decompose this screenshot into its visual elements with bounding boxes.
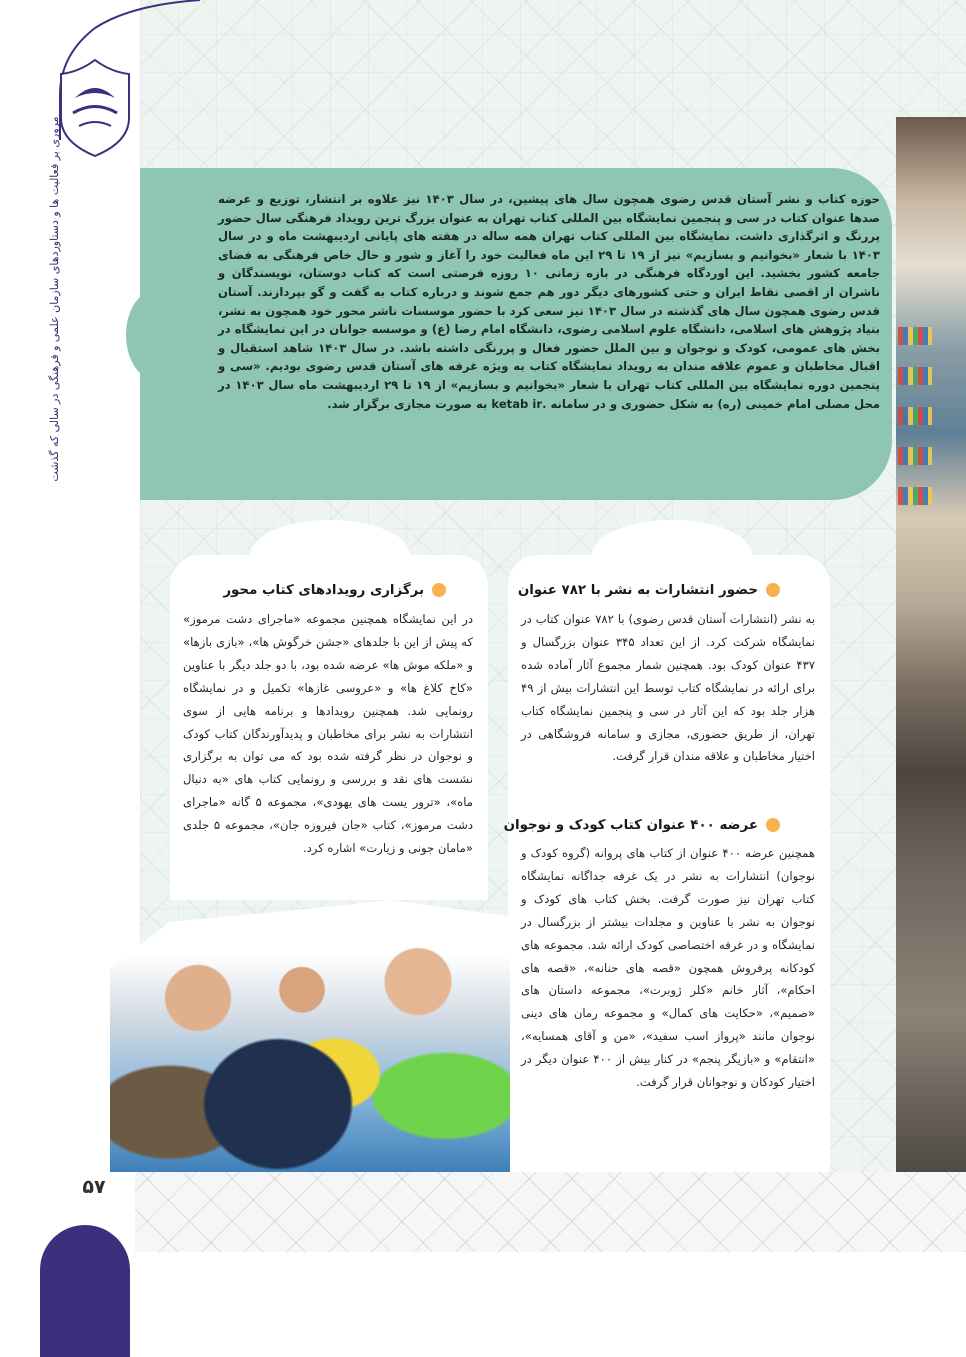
book-fair-photo-right: [896, 117, 966, 1172]
intro-paragraph: حوزه کتاب و نشر آستان قدس رضوی همچون سال های پیشین، در سال ۱۴۰۳ نیز علاوه بر انتشار، توزیع و عرضه صدها عنوان کتاب در سی و پنجمین نمایشگاه بین المللی کتاب تهران به عنوان بزرگ ترین رویداد فرهنگی سال حضور پررنگ و اثرگذاری داشت. نمایشگاه بین المللی کتاب تهران همه ساله در هفته های پایانی اردیبهشت ماه و در سال ۱۴۰۳ با شعار «بخوانیم و بسازیم» نیز از ۱۹ تا ۲۹ این ماه فعالیت خود را آغاز و شور و حال خاص فرهنگی به فضای جامعه کشور بخشید. این اوردگاه فرهنگی در بازه زمانی ۱۰ روزه فرصتی است که کتاب دوستان، نویسندگان و ناشران از اقصی نقاط ایران و حتی کشورهای دیگر دور هم جمع شوند و درباره کتاب به گفت و گو بپردازند. آستان قدس رضوی همچون سال های گذشته در سال ۱۴۰۳ نیز سعی کرد با حضور موسسات ناشر محور خود همچون به نشر، بنیاد پژوهش های اسلامی، دانشگاه علوم اسلامی رضوی، دانشگاه امام رضا (ع) و موسسه جوانان در این نمایشگاه در بخش های عمومی، کودک و نوجوان و بین الملل حضور فعال و پررنگی داشته باشد. در سال ۱۴۰۳ شاهد استقبال و اقبال مخاطبان و عموم علاقه مندان به رویداد نمایشگاه کتاب به ویژه غرفه های آستان قدس رضوی بودیم. «سی و پنجمین دوره نمایشگاه بین المللی کتاب تهران با شعار «بخوانیم و بسازیم» از ۱۹ تا ۲۹ اردیبهشت ماه سال ۱۴۰۳ در محل مصلی امام خمینی (ره) به شکل حضوری و در سامانه .ketab ir به صورت مجازی برگزار شد.: [218, 192, 881, 411]
purple-bottom-ornament: [40, 1225, 130, 1357]
events-heading: [223, 583, 446, 598]
publications-heading: [518, 583, 780, 598]
publications-title: حضور انتشارات به نشر با ۷۸۲ عنوان: [517, 583, 758, 598]
children-title: عرضه ۴۰۰ عنوان کتاب کودک و نوجوان: [503, 818, 758, 833]
bookshelf-shape: [898, 367, 932, 385]
heading-bullet-icon: [766, 583, 780, 597]
heading-bullet-icon: [766, 818, 780, 832]
bookshelf-shape: [898, 487, 932, 505]
publications-body: به نشر (انتشارات آستان قدس رضوی) با ۷۸۲ عنوان کتاب در نمایشگاه شرکت کرد. از این تعداد ۳۴۵ عنوان بزرگسال و ۴۳۷ عنوان کودک بود. همچنین شمار مجموع آثار آماده شده برای ارائه در نمایشگاه کتاب توسط این انتشارات بیش از ۴۹ هزار جلد بود که این آثار در سی و پنجمین نمایشگاه کتاب تهران، از طریق حضوری، مجازی و سامانه فروشگاهی در اختیار مخاطبان و علاقه مندان قرار گرفت.: [521, 612, 815, 764]
bottom-pattern: [135, 1172, 966, 1252]
children-body: همچنین عرضه ۴۰۰ عنوان از کتاب های پروانه (گروه کودک و نوجوان) انتشارات به نشر در یک غرفه جداگانه نمایشگاه کتاب تهران نیز صورت گرفت. بخش کتاب های کودک و نوجوان به نشر با عناوین و مجلدات بیشتر از بزرگسال در نمایشگاه و در غرفه اختصاصی کودک ارائه شد. مجموعه های کودکانه پرفروش همچون «قصه های حنانه»، «قصه های احکام»، آثار خانم «کلر ژوبرت»، مجموعه داستان های «صمیم»، «حکایت های کمال» و مجموعه رمان های دینی نوجوان مانند «پرواز اسب سفید»، «من و آقای همسایه»، «انتقام» و «بازیگر پنجم» در کنار بیش از ۴۰۰ عنوان دیگر در اختیار کودکان و نوجوانان قرار گرفت.: [521, 846, 815, 1090]
children-photo: [110, 900, 510, 1172]
vertical-caption: مروری بر فعالیت ها و دستاوردهای سازمان علمی و فرهنگی در سالی که گذشت: [48, 116, 61, 482]
bookshelf-shape: [898, 327, 932, 345]
bookshelf-shape: [898, 407, 932, 425]
institution-emblem: [55, 58, 135, 158]
heading-bullet-icon: [432, 583, 446, 597]
events-body: در این نمایشگاه همچنین مجموعه «ماجرای دشت مرموز» که پیش از این با جلدهای «جشن خرگوش ها»، «بازی بازها» و «ملکه موش ها» عرضه شده بود، با دو جلد دیگر با عناوین «کاخ کلاغ ها» و «عروسی غازها» تکمیل و در نمایشگاه رونمایی شد. همچنین رویدادها و برنامه هایی از سوی انتشارات به نشر برای مخاطبان و پدیدآورندگان کتاب کودک و نوجوان در نظر گرفته شده بود که می توان به برگزاری نشست های نقد و بررسی و رونمایی کتاب های «به دنبال ماه»، «ترور یست های یهودی»، مجموعه ۵ گانه «ماجرای دشت مرموز»، کتاب «جان فیروزه جان»، مجموعه ۵ جلدی «مامان جونی و زیارت» اشاره کرد.: [183, 612, 473, 856]
bookshelf-shape: [898, 447, 932, 465]
children-heading: [504, 818, 780, 833]
events-title: برگزاری رویدادهای کتاب محور: [223, 583, 424, 598]
page-number: ۵۷: [82, 1176, 106, 1198]
